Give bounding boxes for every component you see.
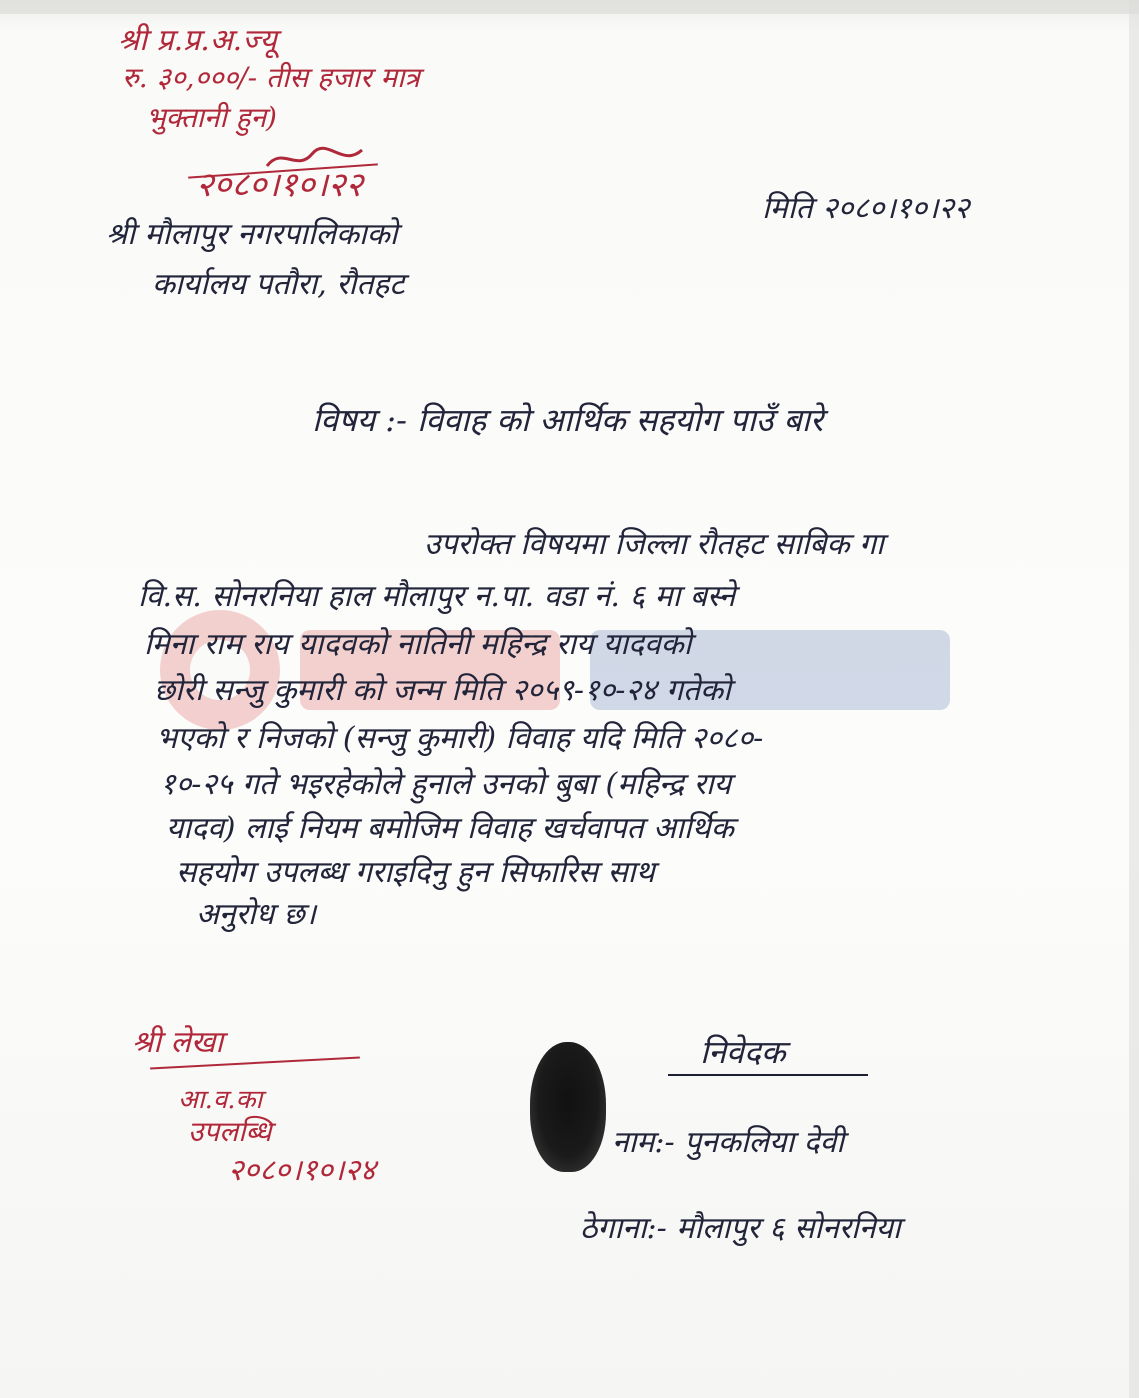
- applicant-title-underline: [668, 1074, 868, 1076]
- body-line: मिना राम राय यादवको नातिनी महिन्द्र राय यादवको: [144, 627, 692, 662]
- letter-subject: विषय :- विवाह को आर्थिक सहयोग पाउँ बारे: [312, 401, 824, 439]
- body-line: भएको र निजको (सन्जु कुमारी) विवाह यदि मिति २०८०-: [156, 721, 764, 756]
- endorsement-top-line3: भुक्तानी हुन): [146, 101, 277, 134]
- recipient-line1: श्री मौलापुर नगरपालिकाको: [106, 217, 398, 252]
- scan-right-edge: [1129, 0, 1139, 1398]
- body-line: वि.स. सोनरनिया हाल मौलापुर न.पा. वडा नं. ६ मा बस्ने: [138, 579, 736, 614]
- endorsement-top-date: २०८०।१०।२२: [196, 165, 364, 205]
- endorsement-bottom-date: २०८०।१०।२४: [228, 1153, 376, 1188]
- body-line: छोरी सन्जु कुमारी को जन्म मिति २०५९-१०-२४ गतेको: [154, 673, 731, 708]
- endorsement-bottom-line3: उपलब्धि: [188, 1115, 272, 1148]
- body-line: सहयोग उपलब्ध गराइदिनु हुन सिफारिस साथ: [176, 855, 655, 890]
- body-line: उपरोक्त विषयमा जिल्ला रौतहट साबिक गा: [424, 527, 884, 562]
- endorsement-top-line2: रु. ३०,०००/- तीस हजार मात्र: [122, 61, 420, 94]
- body-line: १०-२५ गते भइरहेकोले हुनाले उनको बुबा (महिन्द्र राय: [160, 767, 732, 802]
- scan-top-edge: [0, 0, 1139, 14]
- applicant-title: निवेदक: [700, 1033, 786, 1071]
- endorsement-bottom-line1: श्री लेखा: [132, 1025, 224, 1060]
- endorsement-top-line1: श्री प्र.प्र.अ.ज्यू: [118, 23, 277, 58]
- thumbprint-icon: [530, 1042, 606, 1172]
- letter-date: मिति २०८०।१०।२२: [762, 191, 970, 226]
- body-line: अनुरोध छ।: [196, 897, 316, 932]
- endorsement-bottom-line2: आ.व.का: [178, 1085, 263, 1115]
- recipient-line2: कार्यालय पतौरा, रौतहट: [152, 267, 405, 302]
- body-line: यादव) लाई नियम बमोजिम विवाह खर्चवापत आर्थिक: [166, 811, 734, 846]
- applicant-address: ठेगाना:- मौलापुर ६ सोनरनिया: [580, 1211, 901, 1246]
- applicant-name: नाम:- पुनकलिया देवी: [612, 1125, 845, 1160]
